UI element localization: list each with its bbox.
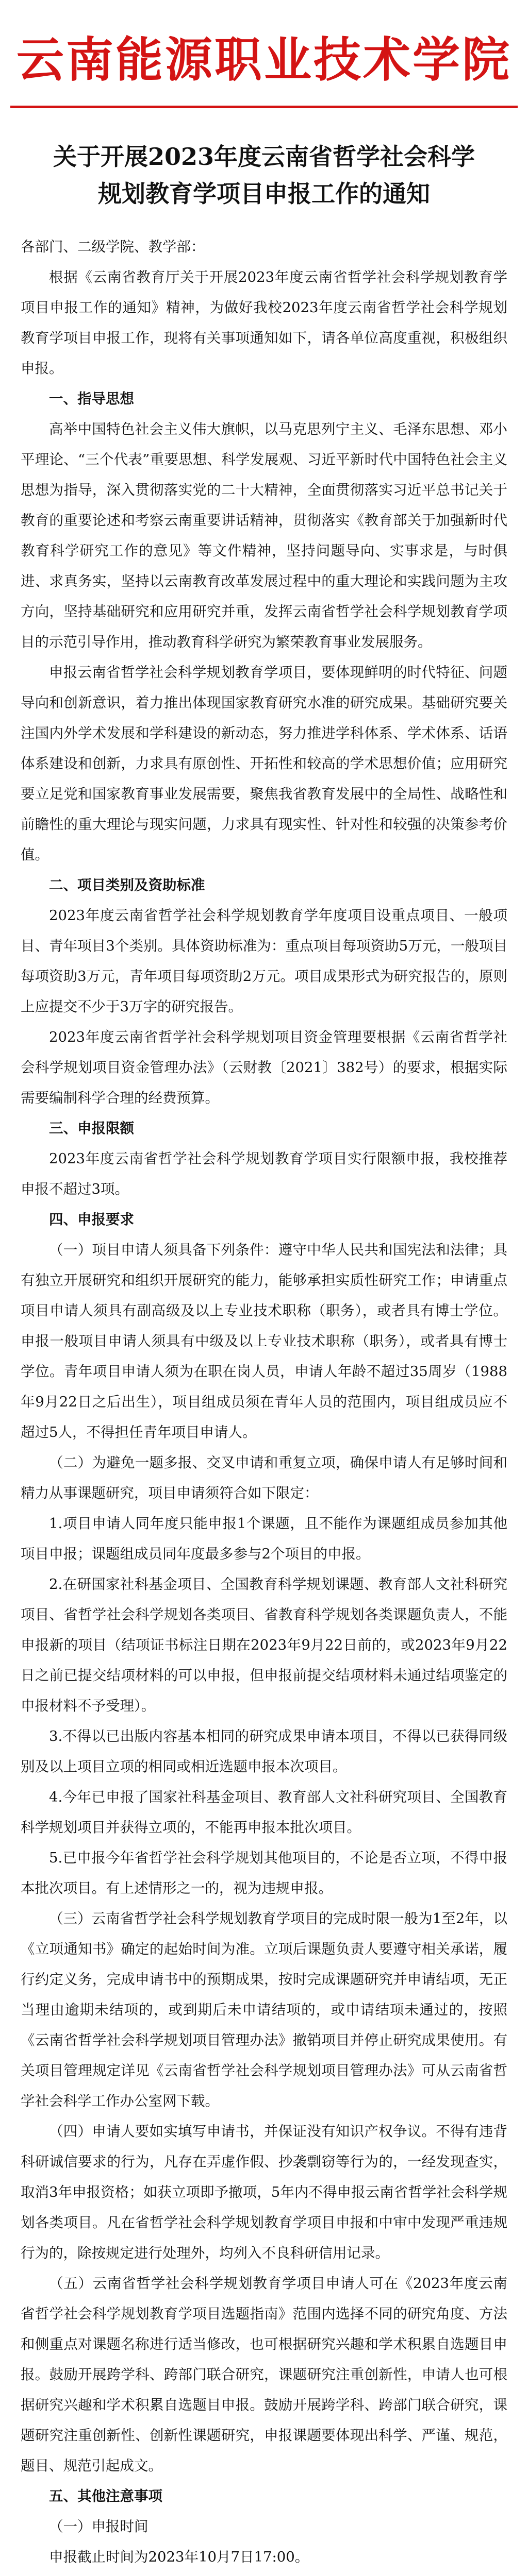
paragraph: （三）云南省哲学社会科学规划教育学项目的完成时限一般为1至2年，以《立项通知书》确定的起始时间为准。立项后课题负责人要遵守相关承诺，履行约定义务，完成申请书中的预期成果，按时完成课题研究并申请结项，无正当理由逾期未结项的，或到期后未申请结项的，或申请结项未通过的，按照《云南省哲学社会科学规划项目管理办法》撤销项目并停止研究成果使用。有关项目管理规定详见《云南省哲学社会科学规划项目管理办法》可从云南省哲学社会科学工作办公室网下载。 <box>21 1910 507 2109</box>
paragraph: 2023年度云南省哲学社会科学规划项目资金管理要根据《云南省哲学社会科学规划项目资金管理办法》（云财教〔2021〕382号）的要求，根据实际需要编制科学合理的经费预算。 <box>21 1029 507 1106</box>
paragraph: 2023年度云南省哲学社会科学规划教育学项目实行限额申报，我校推荐申报不超过3项。 <box>21 1150 507 1197</box>
section-heading: 四、申报要求 <box>49 1211 134 1228</box>
subsection-heading: （一）申报时间 <box>49 2518 148 2535</box>
paragraph: 申报截止时间为2023年10月7日17:00。 <box>49 2549 309 2565</box>
section-heading: 二、项目类别及资助标准 <box>49 877 205 893</box>
paragraph: 高举中国特色社会主义伟大旗帜，以马克思列宁主义、毛泽东思想、邓小平理论、“三个代表”重要思想、科学发展观、习近平新时代中国特色社会主义思想为指导，深入贯彻落实党的二十大精神，全面贯彻落实习近平总书记关于教育的重要论述和考察云南重要讲话精神，贯彻落实《教育部关于加强新时代教育科学研究工作的意见》等文件精神，坚持问题导向、实事求是，与时俱进、求真务实，坚持以云南教育改革发展过程中的重大理论和实践问题为主攻方向，坚持基础研究和应用研究并重，发挥云南省哲学社会科学规划教育学项目的示范引导作用，推动教育科学研究为繁荣教育事业发展服务。 <box>21 421 507 650</box>
section-heading: 五、其他注意事项 <box>49 2488 162 2504</box>
notice-title: 关于开展2023年度云南省哲学社会科学规划教育学项目申报工作的通知 <box>53 143 475 208</box>
list-item: 1.项目申请人同年度只能申报1个课题，且不能作为课题组成员参加其他项目申报；课题组成员同年度最多参与2个项目的申报。 <box>21 1515 507 1562</box>
paragraph: （四）申请人要如实填写申请书，并保证没有知识产权争议。不得有违背科研诚信要求的行为，凡存在弄虚作假、抄袭剽窃等行为的，一经发现查实，取消3年申报资格；如获立项即予撤项，5年内不得申报云南省哲学社会科学规划各类项目。凡在省哲学社会科学规划教育学项目申报和中审中发现严重违规行为的，除按规定进行处理外，均列入不良科研信用记录。 <box>21 2123 507 2261</box>
letterhead <box>0 0 528 118</box>
list-item: 4.今年已申报了国家社科基金项目、教育部人文社科研究项目、全国教育科学规划项目并获得立项的，不能再申报本批次项目。 <box>21 1789 507 1836</box>
paragraph: （一）项目申请人须具备下列条件：遵守中华人民共和国宪法和法律；具有独立开展研究和组织开展研究的能力，能够承担实质性研究工作；申请重点项目申请人须具有副高级及以上专业技术职称（职务），或者具有博士学位。申报一般项目申请人须具有中级及以上专业技术职称（职务），或者具有博士学位。青年项目申请人须为在职在岗人员，申请人年龄不超过35周岁（1988年9月22日之后出生），项目组成员须在青年人员的范围内，项目组成员应不超过5人，不得担任青年项目申请人。 <box>21 1242 507 1440</box>
list-item: 2.在研国家社科基金项目、全国教育科学规划课题、教育部人文社科研究项目、省哲学社会科学规划各类项目、省教育科学规划各类课题负责人，不能申报新的项目（结项证书标注日期在2023年9月22日前的，或2023年9月22日之前已提交结项材料的可以申报，但申报前提交结项材料未通过结项鉴定的申报材料不予受理）。 <box>21 1576 507 1714</box>
section-heading: 一、指导思想 <box>49 391 134 407</box>
list-item: 5.已申报今年省哲学社会科学规划其他项目的，不论是否立项，不得申报本批次项目。有上述情形之一的，视为违规申报。 <box>21 1850 507 1896</box>
section-heading: 三、申报限额 <box>49 1120 134 1137</box>
school-name: 云南能源职业技术学院 <box>16 32 512 88</box>
paragraph: （五）云南省哲学社会科学规划教育学项目申请人可在《2023年度云南省哲学社会科学规划教育学项目选题指南》范围内选择不同的研究角度、方法和侧重点对课题名称进行适当修改，也可根据研究兴趣和学术积累自选题目申报。鼓励开展跨学科、跨部门联合研究，课题研究注重创新性，申请人也可根据研究兴趣和学术积累自选题目申报。鼓励开展跨学科、跨部门联合研究，课题研究注重创新性、创新性课题研究，申报课题要体现出科学、严谨、规范，题目、规范引起成文。 <box>21 2275 507 2474</box>
paragraph: 2023年度云南省哲学社会科学规划教育学年度项目设重点项目、一般项目、青年项目3个类别。具体资助标准为：重点项目每项资助5万元，一般项目每项资助3万元，青年项目每项资助2万元。项目成果形式为研究报告的，原则上应提交不少于3万字的研究报告。 <box>21 907 507 1015</box>
paragraph: 申报云南省哲学社会科学规划教育学项目，要体现鲜明的时代特征、问题导向和创新意识，着力推出体现国家教育研究水准的研究成果。基础研究要关注国内外学术发展和学科建设的新动态，努力推进学科体系、学术体系、话语体系建设和创新，力求具有原创性、开拓性和较高的学术思想价值；应用研究要立足党和国家教育事业发展需要，聚焦我省教育发展中的全局性、战略性和前瞻性的重大理论与现实问题，力求具有现实性、针对性和较强的决策参考价值。 <box>21 664 507 863</box>
paragraph: （二）为避免一题多报、交叉申请和重复立项，确保申请人有足够时间和精力从事课题研究，项目申请须符合如下限定： <box>21 1454 507 1501</box>
subsection-heading <box>21 2572 507 2576</box>
notice-body <box>21 232 507 2576</box>
intro-paragraph: 根据《云南省教育厅关于开展2023年度云南省哲学社会科学规划教育学项目申报工作的通知》精神，为做好我校2023年度云南省哲学社会科学规划教育学项目申报工作，现将有关事项通知如下，请各单位高度重视，积极组织申报。 <box>21 269 507 377</box>
list-item: 3.不得以已出版内容基本相同的研究成果申请本项目，不得以已获得同级别及以上项目立项的相同或相近选题申报本次项目。 <box>21 1728 507 1775</box>
salutation: 各部门、二级学院、教学部： <box>21 239 205 255</box>
letterhead-rule <box>10 106 518 108</box>
